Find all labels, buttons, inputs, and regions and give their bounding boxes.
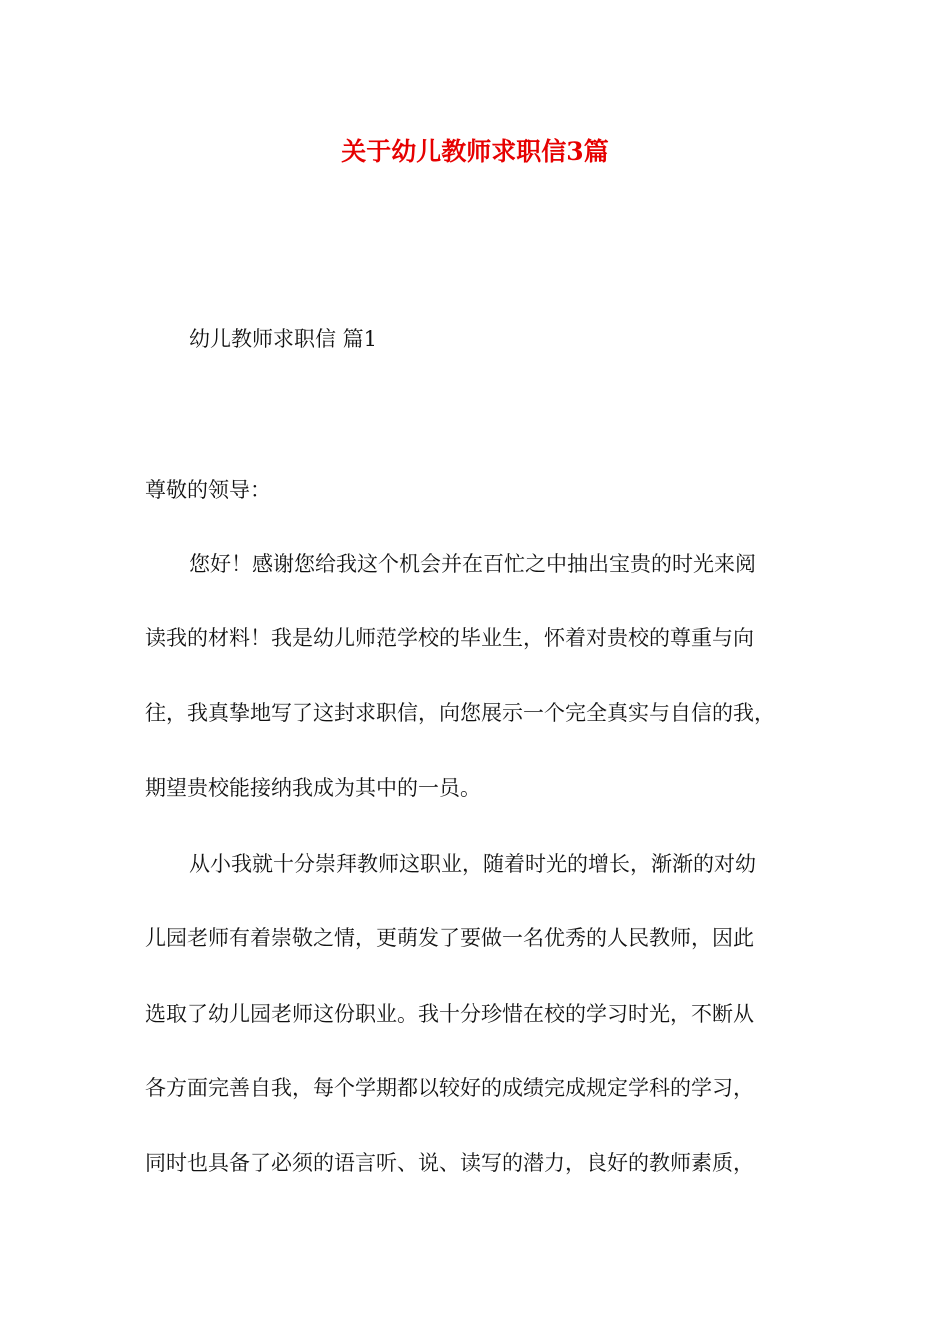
document-title: 关于幼儿教师求职信3篇 (341, 137, 609, 166)
paragraph-line: 同时也具备了必须的语言听、说、读写的潜力，良好的教师素质， (145, 1151, 754, 1175)
paragraph-line: 各方面完善自我，每个学期都以较好的成绩完成规定学科的学习， (145, 1076, 754, 1100)
paragraph-line: 读我的材料！我是幼儿师范学校的毕业生，怀着对贵校的尊重与向 (145, 626, 754, 650)
paragraph-line: 儿园老师有着崇敬之情，更萌发了要做一名优秀的人民教师，因此 (145, 926, 754, 950)
paragraph-line: 往，我真挚地写了这封求职信，向您展示一个完全真实与自信的我， (145, 701, 775, 725)
salutation: 尊敬的领导： (145, 478, 271, 502)
section-heading: 幼儿教师求职信 篇1 (189, 327, 378, 351)
paragraph-line: 从小我就十分崇拜教师这职业，随着时光的增长，渐渐的对幼 (189, 852, 756, 876)
paragraph-line: 您好！感谢您给我这个机会并在百忙之中抽出宝贵的时光来阅 (189, 552, 756, 576)
paragraph-line: 选取了幼儿园老师这份职业。我十分珍惜在校的学习时光，不断从 (145, 1002, 754, 1026)
paragraph-line: 期望贵校能接纳我成为其中的一员。 (145, 776, 481, 800)
